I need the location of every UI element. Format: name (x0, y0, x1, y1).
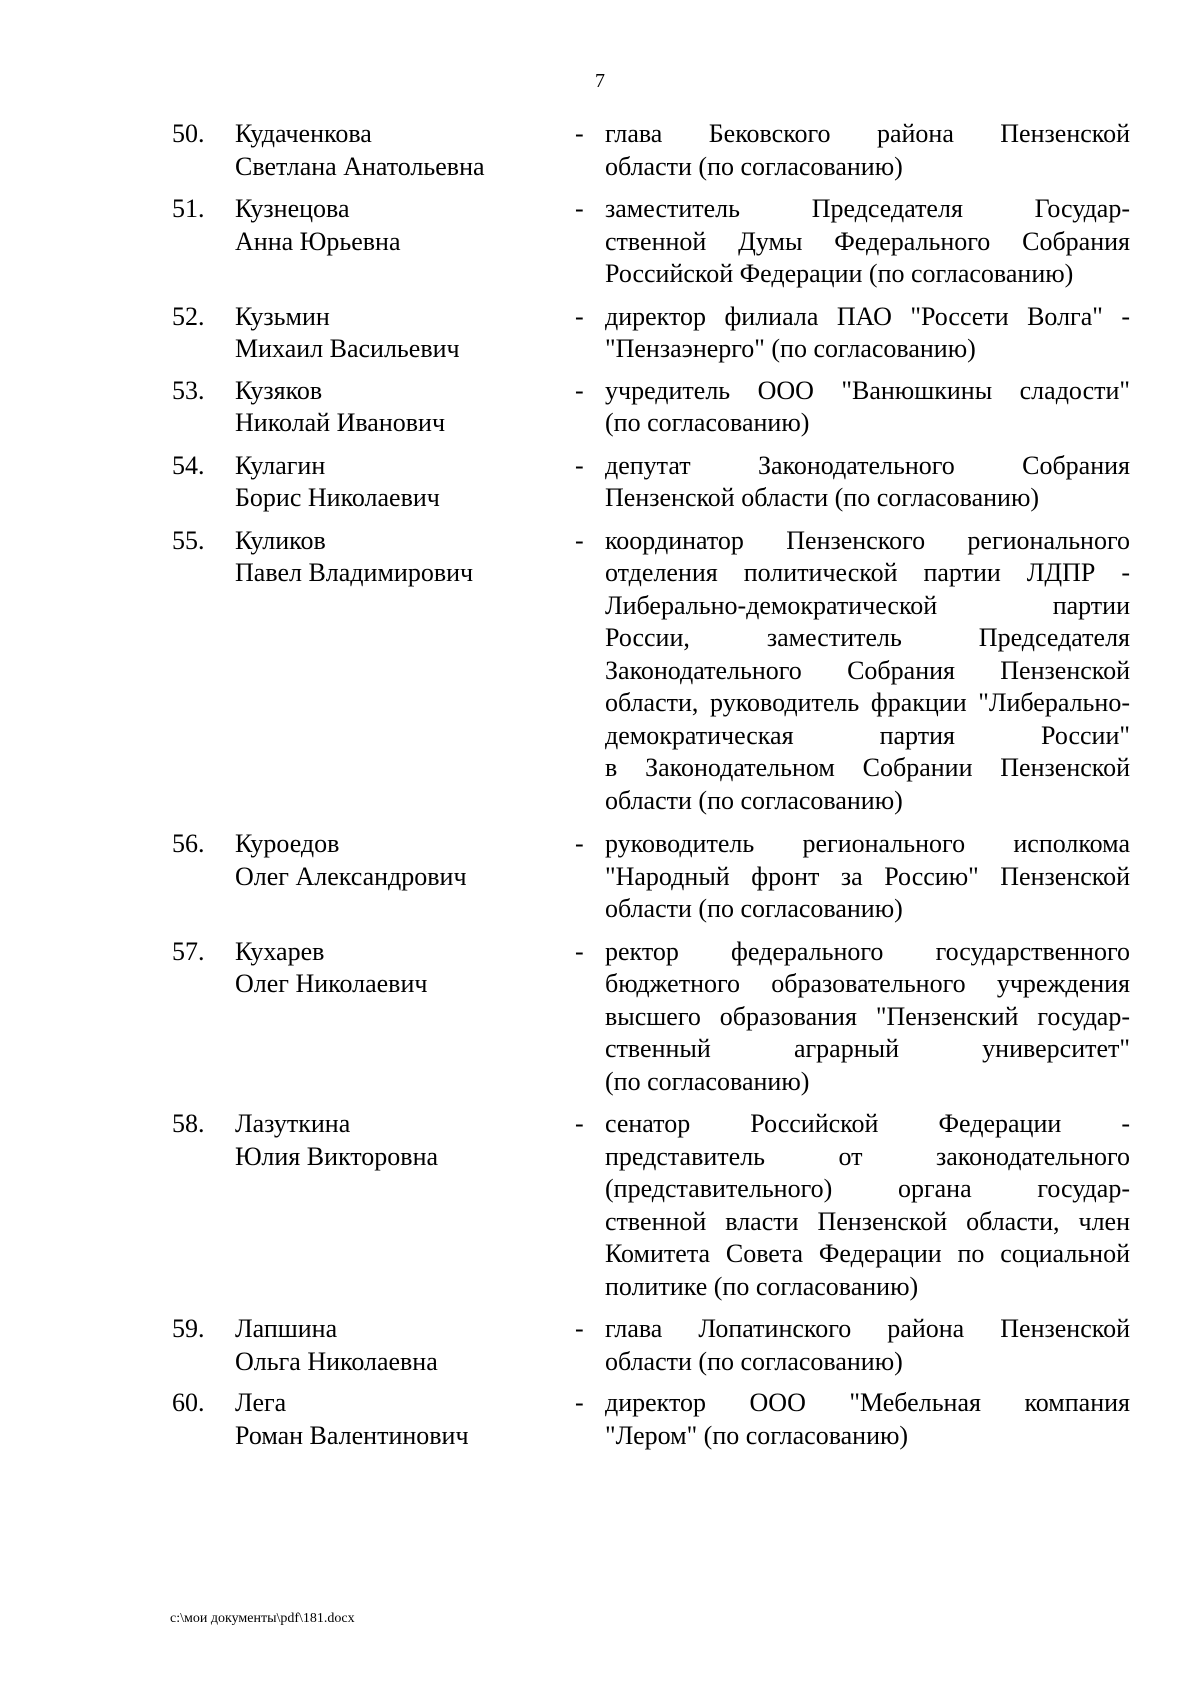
position-description (605, 1387, 1130, 1452)
position-description (605, 118, 1130, 183)
page-number: 7 (595, 70, 605, 92)
person-name (235, 525, 565, 590)
description-line: демократическая партия России" (605, 720, 1130, 750)
description-line: "Народный фронт за Россию" Пензенской (605, 861, 1130, 891)
position-description (605, 375, 1130, 440)
description-line: ственной Думы Федерального Собрания (605, 226, 1130, 256)
dash-separator: - (575, 1109, 584, 1138)
list-item (0, 1108, 1200, 1303)
description-line: Законодательного Собрания Пензенской (605, 655, 1130, 685)
surname: Кузяков (235, 375, 323, 405)
item-number: 55. (172, 525, 205, 555)
description-line: в Законодательном Собрании Пензенской (605, 753, 1130, 782)
surname: Лега (235, 1388, 287, 1417)
item-number: 52. (172, 301, 205, 331)
person-name (235, 450, 565, 515)
given-names: Михаил Васильевич (235, 334, 460, 363)
item-number: 53. (172, 375, 205, 405)
description-line: области (по согласованию) (605, 151, 903, 181)
list-item (0, 525, 1200, 818)
surname: Кузнецова (235, 194, 350, 223)
person-name (235, 193, 565, 258)
item-number: 59. (172, 1314, 205, 1343)
member-list (0, 118, 1200, 1452)
description-line: бюджетного образовательного учреждения (605, 969, 1130, 998)
item-number: 51. (172, 194, 205, 223)
description-line: области (по согласованию) (605, 785, 903, 815)
description-line: области (по согласованию) (605, 894, 903, 923)
surname: Куроедов (235, 829, 340, 858)
dash-separator: - (575, 829, 584, 858)
list-item (0, 936, 1200, 1099)
item-number: 57. (172, 936, 205, 966)
description-line: области, руководитель фракции "Либерально- (605, 688, 1130, 717)
position-description (605, 301, 1130, 366)
description-line: директор филиала ПАО "Россети Волга" - (605, 301, 1130, 331)
person-name (235, 1313, 565, 1378)
description-line: координатор Пензенского регионального (605, 525, 1130, 555)
description-line: Комитета Совета Федерации по социальной (605, 1239, 1130, 1268)
description-line: руководитель регионального исполкома (605, 829, 1130, 858)
item-number: 60. (172, 1388, 205, 1417)
surname: Кухарев (235, 936, 325, 966)
given-names: Роман Валентинович (235, 1420, 469, 1450)
description-line: глава Лопатинского района Пензенской (605, 1314, 1130, 1343)
list-item (0, 118, 1200, 183)
given-names: Анна Юрьевна (235, 226, 401, 256)
description-line: представитель от законодательного (605, 1141, 1130, 1171)
dash-separator: - (575, 936, 584, 966)
position-description (605, 1313, 1130, 1378)
list-item (0, 375, 1200, 440)
item-number: 50. (172, 119, 205, 148)
position-description (605, 450, 1130, 515)
given-names: Олег Николаевич (235, 969, 428, 998)
description-line: Пензенской области (по согласованию) (605, 483, 1040, 512)
person-name (235, 301, 565, 366)
list-item (0, 1387, 1200, 1452)
description-line: высшего образования "Пензенский государ- (605, 1001, 1130, 1031)
person-name (235, 118, 565, 183)
person-name (235, 936, 565, 1001)
dash-separator: - (575, 301, 584, 331)
position-description (605, 525, 1130, 818)
given-names: Юлия Викторовна (235, 1141, 439, 1171)
dash-separator: - (575, 1314, 584, 1343)
list-item (0, 193, 1200, 291)
position-description (605, 193, 1130, 291)
description-line: отделения политической партии ЛДПР - (605, 558, 1130, 587)
description-line: (по согласованию) (605, 1066, 810, 1096)
description-line: сенатор Российской Федерации - (605, 1109, 1130, 1138)
description-line: (представительного) органа государ- (605, 1174, 1130, 1203)
description-line: директор ООО "Мебельная компания (605, 1388, 1130, 1417)
description-line: учредитель ООО "Ванюшкины сладости" (605, 375, 1130, 405)
description-line: (по согласованию) (605, 408, 810, 437)
description-line: Российской Федерации (по согласованию) (605, 259, 1074, 288)
person-name (235, 375, 565, 440)
item-number: 54. (172, 450, 205, 480)
description-line: области (по согласованию) (605, 1346, 903, 1376)
position-description (605, 828, 1130, 926)
file-path-footer: c:\мои документы\pdf\181.docx (170, 1611, 355, 1626)
list-item (0, 1313, 1200, 1378)
given-names: Павел Владимирович (235, 558, 474, 587)
surname: Кудаченкова (235, 119, 372, 148)
person-name (235, 828, 565, 893)
list-item (0, 828, 1200, 926)
surname: Кулагин (235, 450, 326, 480)
dash-separator: - (575, 375, 584, 405)
surname: Лапшина (235, 1314, 338, 1343)
surname: Куликов (235, 525, 326, 555)
position-description (605, 936, 1130, 1099)
description-line: политике (по согласованию) (605, 1271, 919, 1301)
description-line: глава Бековского района Пензенской (605, 119, 1130, 148)
dash-separator: - (575, 1388, 584, 1417)
given-names: Николай Иванович (235, 408, 446, 437)
surname: Кузьмин (235, 301, 330, 331)
description-line: Либерально-демократической партии (605, 590, 1130, 620)
description-line: ректор федерального государственного (605, 936, 1130, 966)
description-line: "Лером" (по согласованию) (605, 1420, 909, 1450)
description-line: России, заместитель Председателя (605, 623, 1130, 652)
item-number: 56. (172, 829, 205, 858)
description-line: ственной власти Пензенской области, член (605, 1206, 1130, 1236)
dash-separator: - (575, 194, 584, 223)
list-item (0, 301, 1200, 366)
person-name (235, 1387, 565, 1452)
given-names: Ольга Николаевна (235, 1346, 438, 1376)
description-line: заместитель Председателя Государ- (605, 194, 1130, 223)
item-number: 58. (172, 1109, 205, 1138)
description-line: депутат Законодательного Собрания (605, 450, 1130, 480)
dash-separator: - (575, 525, 584, 555)
position-description (605, 1108, 1130, 1303)
person-name (235, 1108, 565, 1173)
given-names: Олег Александрович (235, 861, 467, 891)
list-item (0, 450, 1200, 515)
given-names: Светлана Анатольевна (235, 151, 485, 181)
surname: Лазуткина (235, 1109, 351, 1138)
dash-separator: - (575, 119, 584, 148)
dash-separator: - (575, 450, 584, 480)
description-line: ственный аграрный университет" (605, 1034, 1130, 1063)
given-names: Борис Николаевич (235, 483, 440, 512)
description-line: "Пензаэнерго" (по согласованию) (605, 334, 976, 363)
